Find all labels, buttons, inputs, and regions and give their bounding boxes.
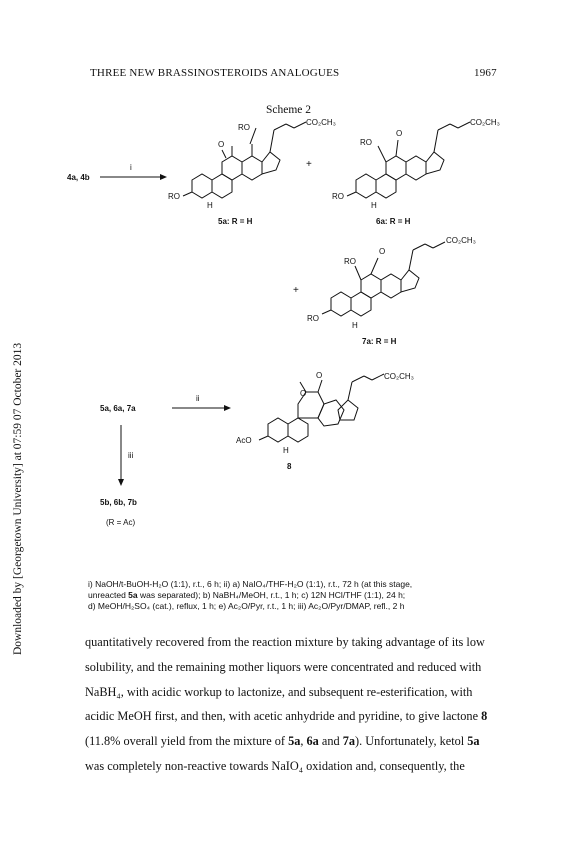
footnote-compound-ref: 5a xyxy=(128,590,138,600)
page-number: 1967 xyxy=(474,67,497,79)
ro-6a-ring: RO xyxy=(332,192,344,201)
scheme-footnote xyxy=(88,579,508,612)
body-text: (11.8% overall yield from the mixture of xyxy=(85,734,289,749)
body-text: acidic MeOH first, and then, with acetic anhydride and pyridine, to give lactone xyxy=(85,709,479,724)
reactants-ii: 5a, 6a, 7a xyxy=(100,404,136,413)
aco-8: AcO xyxy=(236,436,252,445)
body-line: was completely non-reactive towards NaIO₄ oxidation and, consequently, the xyxy=(85,758,465,773)
body-line: solubility, and the remaining mother liquors were concentrated and reduced with xyxy=(85,659,482,674)
structure-5a xyxy=(183,122,306,198)
ro-5a-ring: RO xyxy=(168,192,180,201)
h-5a: H xyxy=(207,201,213,210)
ester-7a: CO₂CH₃ xyxy=(446,236,476,245)
r-eq-ac: (R = Ac) xyxy=(106,518,136,527)
footnote-line-3: d) MeOH/H₂SO₄ (cat.), reflux, 1 h; e) Ac₂O/Pyr, r.t., 1 h; iii) Ac₂O/Pyr/DMAP, refl., 2 h xyxy=(88,601,405,611)
ester-5a: CO₂CH₃ xyxy=(306,118,336,127)
structure-6a xyxy=(347,122,470,198)
ro-7a: RO xyxy=(344,257,356,266)
compound-ref: 7a xyxy=(342,734,356,749)
oxo-5a: O xyxy=(218,140,225,149)
arrow-ii-head xyxy=(224,405,231,411)
arrow-i-label: i xyxy=(130,163,132,172)
body-text: and xyxy=(318,734,343,749)
oxo-8: O xyxy=(316,371,323,380)
footnote-text: unreacted xyxy=(88,590,129,600)
plus-1: + xyxy=(306,159,312,170)
footnote-line-2 xyxy=(88,590,508,601)
label-6a: 6a: R = H xyxy=(376,217,411,226)
running-title: THREE NEW BRASSINOSTEROIDS ANALOGUES xyxy=(90,67,340,79)
h-7a: H xyxy=(352,321,358,330)
ester-8: CO₂CH₃ xyxy=(384,372,414,381)
plus-2: + xyxy=(293,285,299,296)
body-line xyxy=(85,704,505,729)
label-7a: 7a: R = H xyxy=(362,337,397,346)
compound-ref: 6a xyxy=(306,734,319,749)
compound-ref: 5a xyxy=(288,734,301,749)
start-label: 4a, 4b xyxy=(67,173,90,182)
ro-5a: RO xyxy=(238,123,250,132)
body-line: NaBH₄, with acidic workup to lactonize, and subsequent re-esterification, with xyxy=(85,684,473,699)
body-line xyxy=(85,729,505,754)
ester-6a: CO₂CH₃ xyxy=(470,118,500,127)
scheme-title: Scheme 2 xyxy=(266,104,312,116)
arrow-ii-label: ii xyxy=(196,394,200,403)
oxo-6a: O xyxy=(396,129,403,138)
body-line: quantitatively recovered from the reaction mixture by taking advantage of its low xyxy=(85,635,485,649)
h-8: H xyxy=(283,446,289,455)
footnote-line-1: i) NaOH/t-BuOH-H₂O (1:1), r.t., 6 h; ii) a) NaIO₄/THF-H₂O (1:1), r.t., 72 h (at this stage, xyxy=(88,579,413,589)
ro-7a-ring: RO xyxy=(307,314,319,323)
compound-ref: 8 xyxy=(481,709,488,724)
ring-o-8: O xyxy=(300,389,307,398)
oxo-7a: O xyxy=(379,247,386,256)
label-8: 8 xyxy=(287,462,292,471)
ro-6a: RO xyxy=(360,138,372,147)
footnote-text: was separated); b) NaBH₄/MeOH, r.t., 1 h; c) 12N HCl/THF (1:1), 24 h; xyxy=(137,590,406,600)
h-6a: H xyxy=(371,201,377,210)
compound-ref: 5a xyxy=(467,734,480,749)
products-b: 5b, 6b, 7b xyxy=(100,498,137,507)
body-text: ). Unfortunately, ketol xyxy=(355,734,468,749)
body-paragraph xyxy=(85,630,505,779)
label-5a: 5a: R = H xyxy=(218,217,253,226)
structure-8 xyxy=(259,374,384,442)
download-notice: Downloaded by [Georgetown University] at 07:59 07 October 2013 xyxy=(12,342,24,655)
body-text: , xyxy=(300,734,307,749)
arrow-i-head xyxy=(160,174,167,180)
arrow-iii-head xyxy=(118,479,124,486)
arrow-iii-label: iii xyxy=(128,451,134,460)
